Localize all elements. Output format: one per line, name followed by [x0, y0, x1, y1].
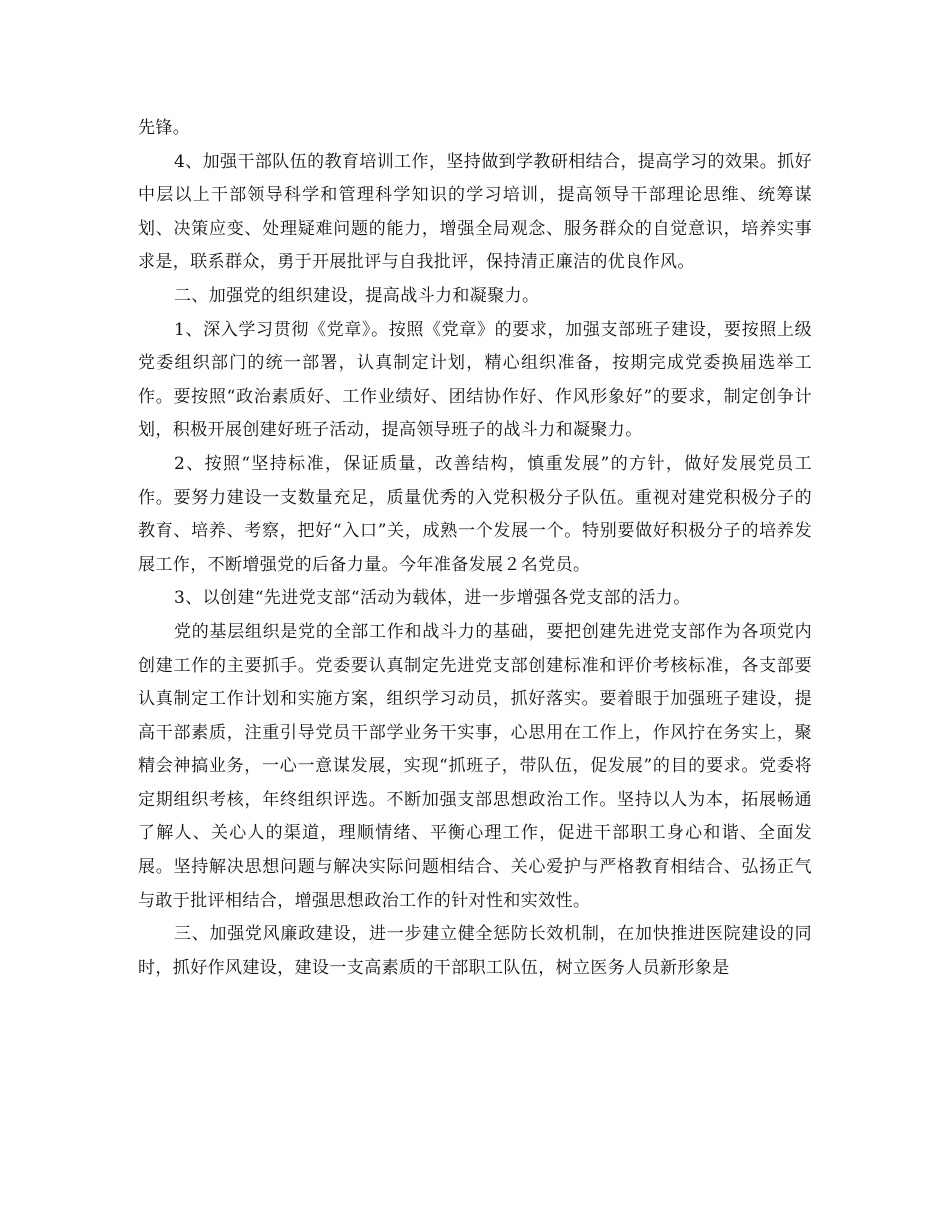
paragraph: 4、加强干部队伍的教育培训工作，坚持做到学教研相结合，提高学习的效果。抓好中层以上干部领导科学和管理科学知识的学习培训，提高领导干部理论思维、统筹谋划、决策应变、处理疑难问题的能力，增强全局观念、服务群众的自觉意识，培养实事求是，联系群众，勇于开展批评与自我批评，保持清正廉洁的优良作风。 [138, 151, 812, 273]
paragraph: 党的基层组织是党的全部工作和战斗力的基础，要把创建先进党支部作为各项党内创建工作的主要抓手。党委要认真制定先进党支部创建标准和评价考核标准，各支部要认真制定工作计划和实施方案，组织学习动员，抓好落实。要着眼于加强班子建设，提高干部素质，注重引导党员干部学业务干实事，心思用在工作上，作风拧在务实上，聚精会神搞业务，一心一意谋发展，实现“抓班子，带队伍，促发展”的目的要求。党委将定期组织考核，年终组织评选。不断加强支部思想政治工作。坚持以人为本，拓展畅通了解人、关心人的渠道，理顺情绪、平衡心理工作，促进干部职工身心和谐、全面发展。坚持解决思想问题与解决实际问题相结合、关心爱护与严格教育相结合、弘扬正气与敢于批评相结合，增强思想政治工作的针对性和实效性。 [138, 621, 812, 911]
paragraph: 3、以创建“先进党支部“活动为载体，进一步增强各党支部的活力。 [174, 588, 691, 609]
document-page [138, 112, 812, 985]
section-heading: 二、加强党的组织建设，提高战斗力和凝聚力。 [174, 285, 540, 306]
paragraph: 1、深入学习贯彻《党章》。按照《党章》的要求，加强支部班子建设，要按照上级党委组织部门的统一部署，认真制定计划，精心组织准备，按期完成党委换届选举工作。要按照“政治素质好、工作业绩好、团结协作好、作风形象好”的要求，制定创争计划，积极开展创建好班子活动，提高领导班子的战斗力和凝聚力。 [138, 319, 812, 441]
section-heading: 三、加强党风廉政建设，进一步建立健全惩防长效机制，在加快推进医院建设的同时，抓好作风建设，建设一支高素质的干部职工队伍，树立医务人员新形象是 [138, 924, 812, 978]
paragraph: 先锋。 [138, 118, 191, 138]
paragraph: 2、按照“坚持标准，保证质量，改善结构，慎重发展”的方针，做好发展党员工作。要努力建设一支数量充足，质量优秀的入党积极分子队伍。重视对建党积极分子的教育、培养、考察，把好“入口”关，成熟一个发展一个。特别要做好积极分子的培养发展工作，不断增强党的后备力量。今年准备发展２名党员。 [138, 453, 812, 575]
